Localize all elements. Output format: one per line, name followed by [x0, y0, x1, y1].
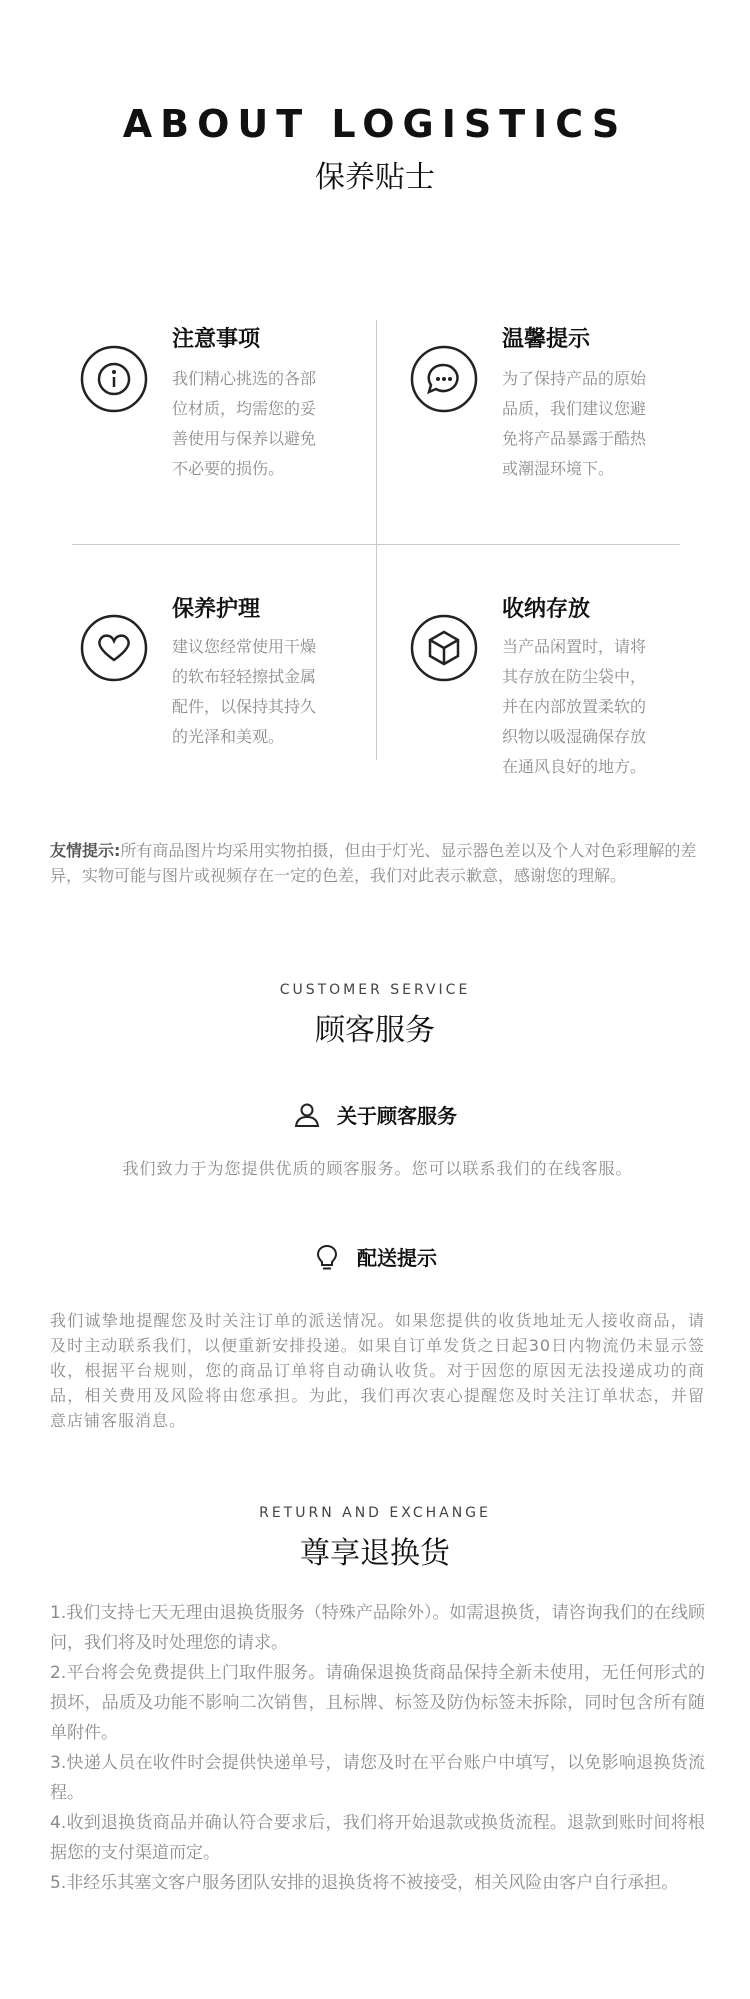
user-icon [293, 1101, 321, 1129]
about-service-text: 我们致力于为您提供优质的顾客服务。您可以联系我们的在线客服。 [122, 1159, 633, 1178]
care-desc-tips: 为了保持产品的原始品质，我们建议您避免将产品暴露于酷热或潮湿环境下。 [502, 369, 647, 478]
care-desc-storage: 当产品闲置时，请将其存放在防尘袋中，并在内部放置柔软的织物以吸湿确保存放在通风良好的地方。 [502, 637, 647, 776]
friendly-notice [50, 838, 705, 888]
care-title-tips: 温馨提示 [502, 327, 591, 352]
list-item: 5.非经乐其塞文客户服务团队安排的退换货将不被接受，相关风险由客户自行承担。 [50, 1873, 679, 1893]
heart-icon [80, 614, 148, 682]
notice-text: 所有商品图片均采用实物拍摄，但由于灯光、显示器色差以及个人对色彩理解的差异，实物可能与图片或视频存在一定的色差，我们对此表示歉意，感谢您的理解。 [50, 841, 697, 885]
box-icon [410, 614, 478, 682]
list-item: 4.收到退换货商品并确认符合要求后，我们将开始退款或换货流程。退款到账时间将根据您的支付渠道而定。 [50, 1813, 705, 1863]
list-item: 3.快递人员在收件时会提供快递单号，请您及时在平台账户中填写，以免影响退换货流程。 [50, 1753, 705, 1803]
delivery-heading-text: 配送提示 [357, 1246, 437, 1270]
care-desc-maintenance: 建议您经常使用干燥的软布轻轻擦拭金属配件，以保持其持久的光泽和美观。 [172, 637, 317, 746]
return-title-cn: 尊享退换货 [300, 1536, 450, 1571]
about-service-heading-text: 关于顾客服务 [337, 1104, 457, 1128]
grid-vertical-divider [376, 320, 377, 760]
grid-horizontal-divider [72, 544, 680, 545]
care-title-storage: 收纳存放 [502, 597, 591, 622]
return-policy-list [50, 1598, 705, 1898]
delivery-text: 我们诚挚地提醒您及时关注订单的派送情况。如果您提供的收货地址无人接收商品，请及时主动联系我们，以便重新安排投递。如果自订单发货之日起30日内物流仍未显示签收，根据平台规则，您的商品订单将自动确认收货。对于因您的原因无法投递成功的商品，相关费用及风险将由您承担。为此，我们再次衷心提醒您及时关注订单状态，并留意店铺客服消息。 [50, 1311, 705, 1430]
page-title-en: ABOUT LOGISTICS [122, 102, 628, 146]
care-title-maintenance: 保养护理 [172, 597, 261, 622]
customer-service-title-en: CUSTOMER SERVICE [279, 982, 471, 998]
customer-service-title-cn: 顾客服务 [315, 1013, 435, 1048]
care-title-notes: 注意事项 [172, 327, 261, 352]
care-desc-notes: 我们精心挑选的各部位材质，均需您的妥善使用与保养以避免不必要的损伤。 [172, 369, 317, 478]
notice-label: 友情提示: [50, 841, 121, 860]
delivery-heading [0, 1242, 750, 1271]
chat-bubble-icon [410, 345, 478, 413]
list-item: 2.平台将会免费提供上门取件服务。请确保退换货商品保持全新未使用，无任何形式的损坏，品质及功能不影响二次销售，且标牌、标签及防伪标签未拆除，同时包含所有随单附件。 [50, 1663, 705, 1743]
return-title-en: RETURN AND EXCHANGE [259, 1505, 491, 1521]
lightbulb-icon [313, 1243, 341, 1271]
page-title-cn: 保养贴士 [315, 160, 435, 195]
about-service-heading [0, 1100, 750, 1129]
info-icon [80, 345, 148, 413]
list-item: 1.我们支持七天无理由退换货服务（特殊产品除外）。如需退换货，请咨询我们的在线顾问，我们将及时处理您的请求。 [50, 1603, 705, 1653]
